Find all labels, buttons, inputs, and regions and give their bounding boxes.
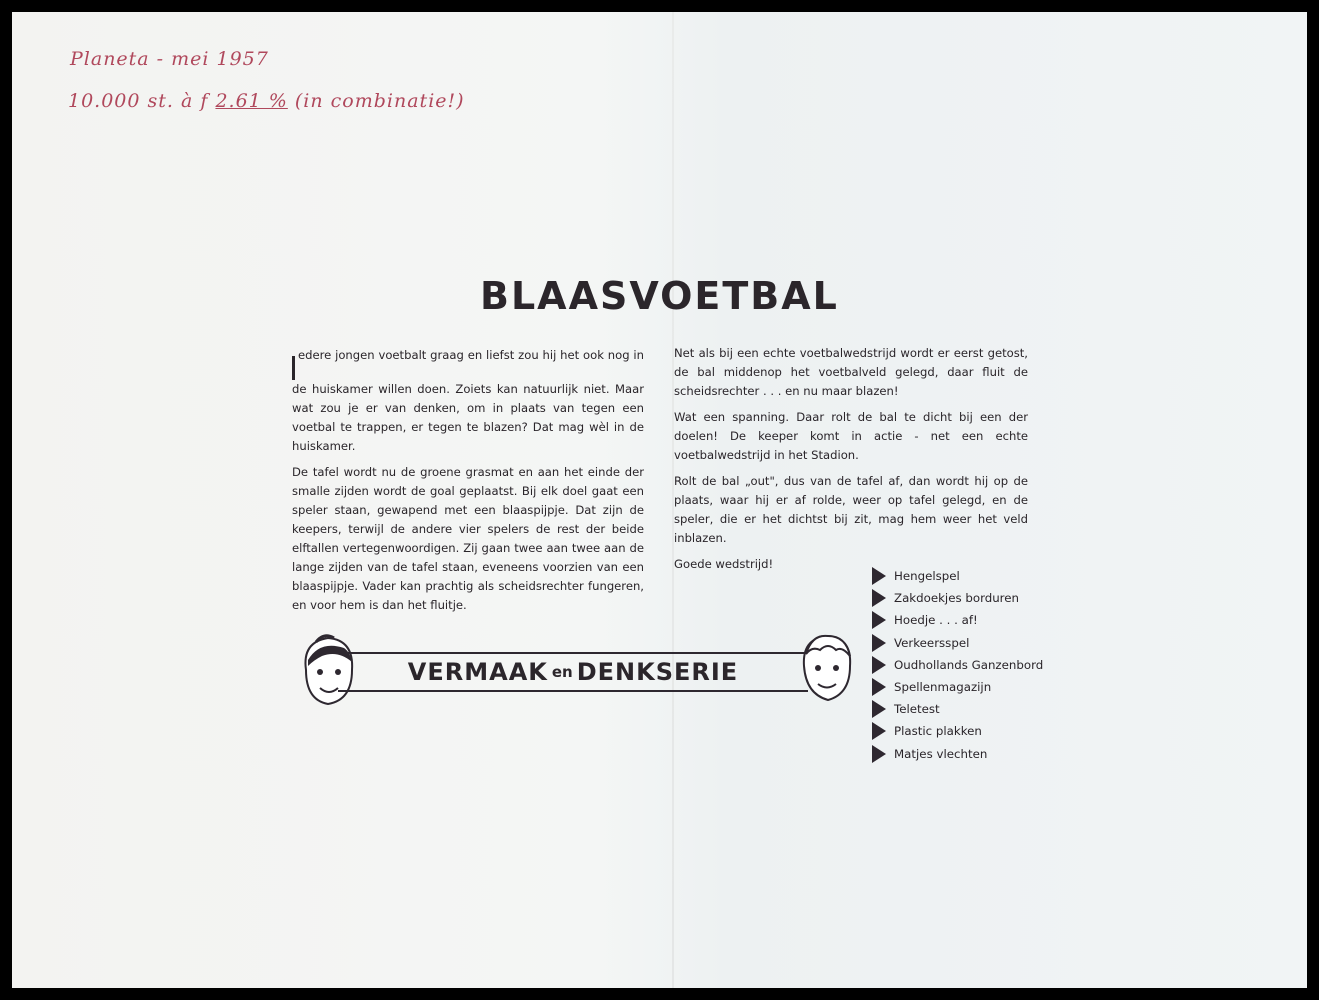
series-item-label: Verkeersspel — [894, 635, 970, 650]
paragraph-text: edere jongen voetbalt graag en liefst zou hij het ook nog in de huiskamer willen doen. Zoiets kan natuurlijk niet. Maar wat zou je er van denken, om in plaats van tegen een voetbal te trappen, er tegen te blazen? Dat mag wèl in de huiskamer. — [292, 348, 644, 453]
series-item-label: Hoedje . . . af! — [894, 613, 978, 628]
left-text-column — [292, 346, 644, 622]
series-item-label: Spellenmagazijn — [894, 680, 992, 695]
series-list — [872, 565, 1043, 765]
triangle-bullet-icon — [872, 634, 886, 652]
banner-word-en: en — [551, 663, 573, 681]
paragraph: Goede wedstrijd! — [674, 557, 774, 571]
series-item — [872, 654, 1043, 676]
triangle-bullet-icon — [872, 722, 886, 740]
boy-face-illustration — [798, 628, 856, 706]
triangle-bullet-icon — [872, 656, 886, 674]
triangle-bullet-icon — [872, 745, 886, 763]
paragraph — [292, 346, 644, 456]
handwritten-note-line2 — [68, 90, 465, 112]
series-item — [872, 698, 1043, 720]
triangle-bullet-icon — [872, 611, 886, 629]
paragraph: Net als bij een echte voetbalwedstrijd wordt er eerst getost, de bal middenop het voetbalveld gelegd, daar fluit de scheidsrechter . . . en nu maar blazen! — [674, 346, 1028, 398]
right-text-column — [674, 344, 1028, 584]
series-item — [872, 587, 1043, 609]
banner-ribbon — [338, 652, 808, 692]
banner-word-vermaak: VERMAAK — [407, 658, 548, 686]
series-item-label: Matjes vlechten — [894, 746, 988, 761]
series-item — [872, 743, 1043, 765]
series-item — [872, 565, 1043, 587]
banner-word-denkserie: DENKSERIE — [576, 658, 739, 686]
paragraph: De tafel wordt nu de groene grasmat en aan het einde der smalle zijden wordt de goal geplaatst. Bij elk doel gaat een speler staan, gewapend met een blaaspijpje. Dat zijn de keepers, terwijl de andere vier spelers de rest der beide elftallen vertegenwoordigen. Zij gaan twee aan twee aan de lange zijden van de tafel staan, eveneens voorzien van een blaaspijpje. Vader kan prachtig als scheidsrechter fungeren, en voor hem is dan het fluitje. — [292, 465, 644, 612]
series-item-label: Oudhollands Ganzenbord — [894, 657, 1044, 672]
handwritten-remark: (in combinatie!) — [294, 90, 465, 112]
handwritten-price: 2.61 % — [215, 90, 288, 112]
handwritten-note-line1: Planeta - mei 1957 — [70, 48, 269, 70]
series-item-label: Hengelspel — [894, 569, 960, 584]
triangle-bullet-icon — [872, 589, 886, 607]
handwritten-quantity: 10.000 st. à f — [68, 90, 209, 112]
series-item — [872, 720, 1043, 742]
page-title: BLAASVOETBAL — [480, 274, 839, 318]
series-item — [872, 632, 1043, 654]
series-item-label: Teletest — [894, 702, 940, 717]
series-item-label: Plastic plakken — [894, 724, 982, 739]
dropcap-letter — [292, 356, 295, 380]
triangle-bullet-icon — [872, 567, 886, 585]
series-item — [872, 609, 1043, 631]
paragraph: Wat een spanning. Daar rolt de bal te dicht bij een der doelen! De keeper komt in actie - net een echte voetbalwedstrijd in het Stadion. — [674, 410, 1028, 462]
triangle-bullet-icon — [872, 678, 886, 696]
series-banner — [298, 630, 858, 710]
triangle-bullet-icon — [872, 700, 886, 718]
series-item-label: Zakdoekjes borduren — [894, 591, 1020, 606]
series-item — [872, 676, 1043, 698]
document-sheet — [12, 12, 1307, 988]
paragraph: Rolt de bal „out", dus van de tafel af, dan wordt hij op de plaats, waar hij er af rolde, weer op tafel gelegd, en de speler, die er het dichtst bij zit, mag hem weer het veld inblazen. — [674, 474, 1028, 545]
